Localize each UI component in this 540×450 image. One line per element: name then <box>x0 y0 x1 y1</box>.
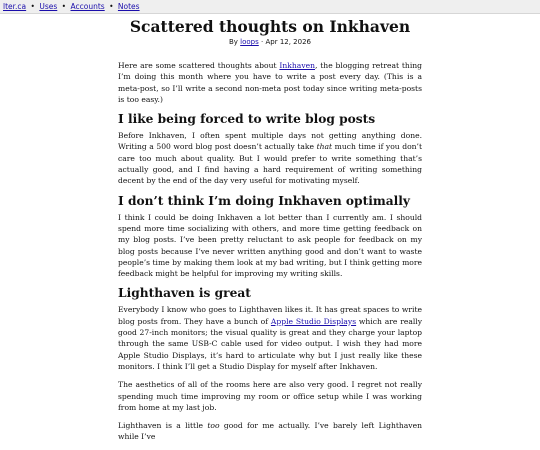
inkhaven-link[interactable]: Inkhaven <box>279 61 315 70</box>
nav-link-notes[interactable]: Notes <box>117 2 140 11</box>
section-heading-optimal: I don’t think I’m doing Inkhaven optimally <box>118 193 410 208</box>
nav-link-uses[interactable]: Uses <box>39 2 58 11</box>
top-nav-bar <box>0 0 540 14</box>
section3-paragraph-3 <box>118 420 422 443</box>
apple-studio-displays-link[interactable]: Apple Studio Displays <box>270 316 357 326</box>
intro-text-before: Here are some scattered thoughts about <box>118 61 280 70</box>
byline <box>118 37 422 47</box>
section2-paragraph: I think I could be doing Inkhaven a lot better than I currently am. I should spend more time socializing with others, and more time getting feedback on my blog posts. I’ve been pretty reluctant to ask people for feedback on my blog posts because I’ve never written anything good and don’t want to waste people’s time by making them look at my bad writing, but I think getting more feedback might be helpful for improving my writing skills. <box>118 212 422 279</box>
nav-separator: • <box>30 2 35 11</box>
nav-link-home[interactable]: lter.ca <box>3 2 27 11</box>
section1-text-before: Before Inkhaven, I often spent multiple days not getting anything done. Writing a 500 word blog post doesn’t actually take <box>118 131 422 152</box>
author-link[interactable]: loops <box>240 38 259 46</box>
section1-text-after: much time if you don’t care too much about quality. But I would prefer to write something that’s actually good, and I find having a hard requirement of writing something decent by the end of the day very useful for motivating myself. <box>118 142 423 186</box>
section1-paragraph <box>118 130 422 186</box>
section3-text-after: which are really good 27-inch monitors; the visual quality is great and they charge your laptop through the same USB-C cable used for video output. I wish they had more Apple Studio Displays, it’s hard to articulate why but I just really like these monitors. I think I’ll get a Studio Display for myself after Inkhaven. <box>118 316 423 371</box>
nav-separator: • <box>109 2 114 11</box>
section1-emphasis: that <box>316 142 333 152</box>
intro-text-after: , the blogging retreat thing I’m doing this month where you have to write a post every day. (This is a meta-post, so I’ll write a second non-meta post today since writing meta-posts is too easy.) <box>118 61 422 104</box>
section-heading-forced: I like being forced to write blog posts <box>118 112 376 127</box>
section3-p3-emphasis: too <box>207 421 220 431</box>
section3-p3-before: Lighthaven is a little <box>118 421 208 431</box>
section-heading-lighthaven: Lighthaven is great <box>118 286 251 301</box>
byline-separator: · <box>261 38 264 46</box>
post-date: Apr 12, 2026 <box>265 38 311 46</box>
article <box>118 18 422 450</box>
section3-p3-after: good for me actually. I’ve barely left Lighthaven while I’ve <box>118 421 422 442</box>
nav-separator: • <box>61 2 67 11</box>
section3-text-before: Everybody I know who goes to Lighthaven likes it. It has great spaces to write blog posts from. They have a bunch of <box>118 305 422 326</box>
nav-link-accounts[interactable]: Accounts <box>70 2 105 11</box>
intro-paragraph <box>118 60 422 105</box>
section3-paragraph-1 <box>118 304 422 372</box>
byline-prefix: By <box>228 38 238 46</box>
section3-paragraph-2: The aesthetics of all of the rooms here are also very good. I regret not really spending much time improving my room or office setup while I was working from home at my last job. <box>118 380 422 412</box>
post-title: Scattered thoughts on Inkhaven <box>129 17 411 36</box>
